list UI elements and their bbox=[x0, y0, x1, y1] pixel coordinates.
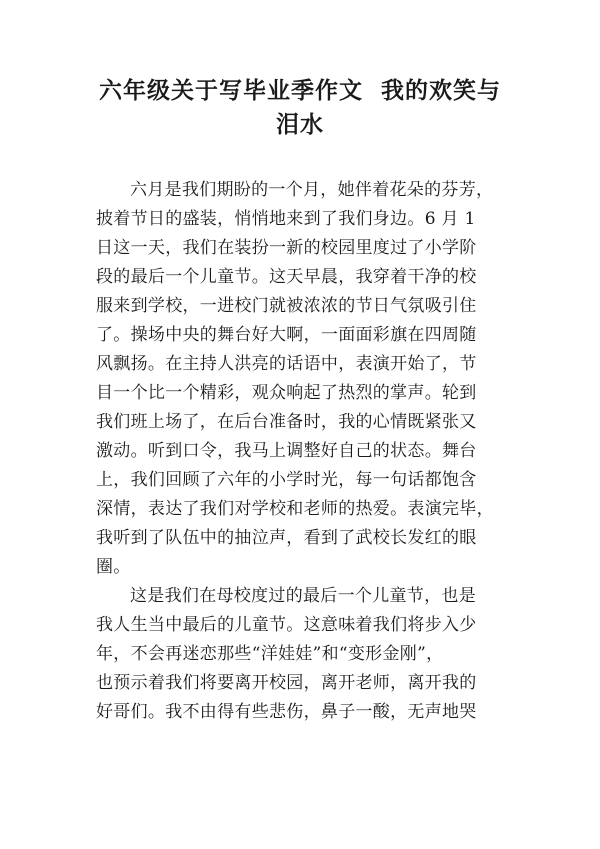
text-line: 日这一天，我们在装扮一新的校园里度过了小学阶 bbox=[96, 238, 477, 258]
text-line: 披着节日的盛装，悄悄地来到了我们身边。6 月 1 bbox=[96, 209, 476, 229]
text-line: 服来到学校，一进校门就被浓浓的节日气氛吸引住 bbox=[96, 296, 477, 316]
text-line: 风飘扬。在主持人洪亮的话语中，表演开始了，节 bbox=[96, 354, 477, 374]
text-line: 六月是我们期盼的一个月，她伴着花朵的芬芳， bbox=[130, 180, 494, 200]
text-line: 了。操场中央的舞台好大啊，一面面彩旗在四周随 bbox=[96, 325, 477, 345]
text-line: 也预示着我们将要离开校园，离开老师，离开我的 bbox=[96, 673, 477, 693]
paragraph-2 bbox=[96, 582, 526, 727]
text-line: 我们班上场了，在后台准备时，我的心情既紧张又 bbox=[96, 412, 477, 432]
text-line: 圈。 bbox=[96, 557, 131, 577]
text-line: 激动。听到口令，我马上调整好自己的状态。舞台 bbox=[96, 441, 477, 461]
paragraph-1 bbox=[96, 176, 526, 582]
text-line: 年，不会再迷恋那些“洋娃娃”和“变形金刚”， bbox=[96, 644, 444, 664]
title-line-1: 六年级关于写毕业季作文 我的欢笑与 bbox=[98, 78, 501, 104]
title-line-2: 泪水 bbox=[276, 112, 324, 138]
text-line: 上，我们回顾了六年的小学时光，每一句话都饱含 bbox=[96, 470, 477, 490]
text-line: 我人生当中最后的儿童节。这意味着我们将步入少 bbox=[96, 615, 477, 635]
text-line: 这是我们在母校度过的最后一个儿童节，也是 bbox=[130, 586, 476, 606]
text-line: 我听到了队伍中的抽泣声，看到了武校长发红的眼 bbox=[96, 528, 477, 548]
document-title bbox=[90, 74, 510, 142]
text-line: 目一个比一个精彩，观众响起了热烈的掌声。轮到 bbox=[96, 383, 477, 403]
text-line: 段的最后一个儿童节。这天早晨，我穿着干净的校 bbox=[96, 267, 477, 287]
document-body bbox=[96, 176, 526, 727]
text-line: 深情，表达了我们对学校和老师的热爱。表演完毕， bbox=[96, 499, 494, 519]
text-line: 好哥们。我不由得有些悲伤，鼻子一酸，无声地哭 bbox=[96, 702, 477, 722]
